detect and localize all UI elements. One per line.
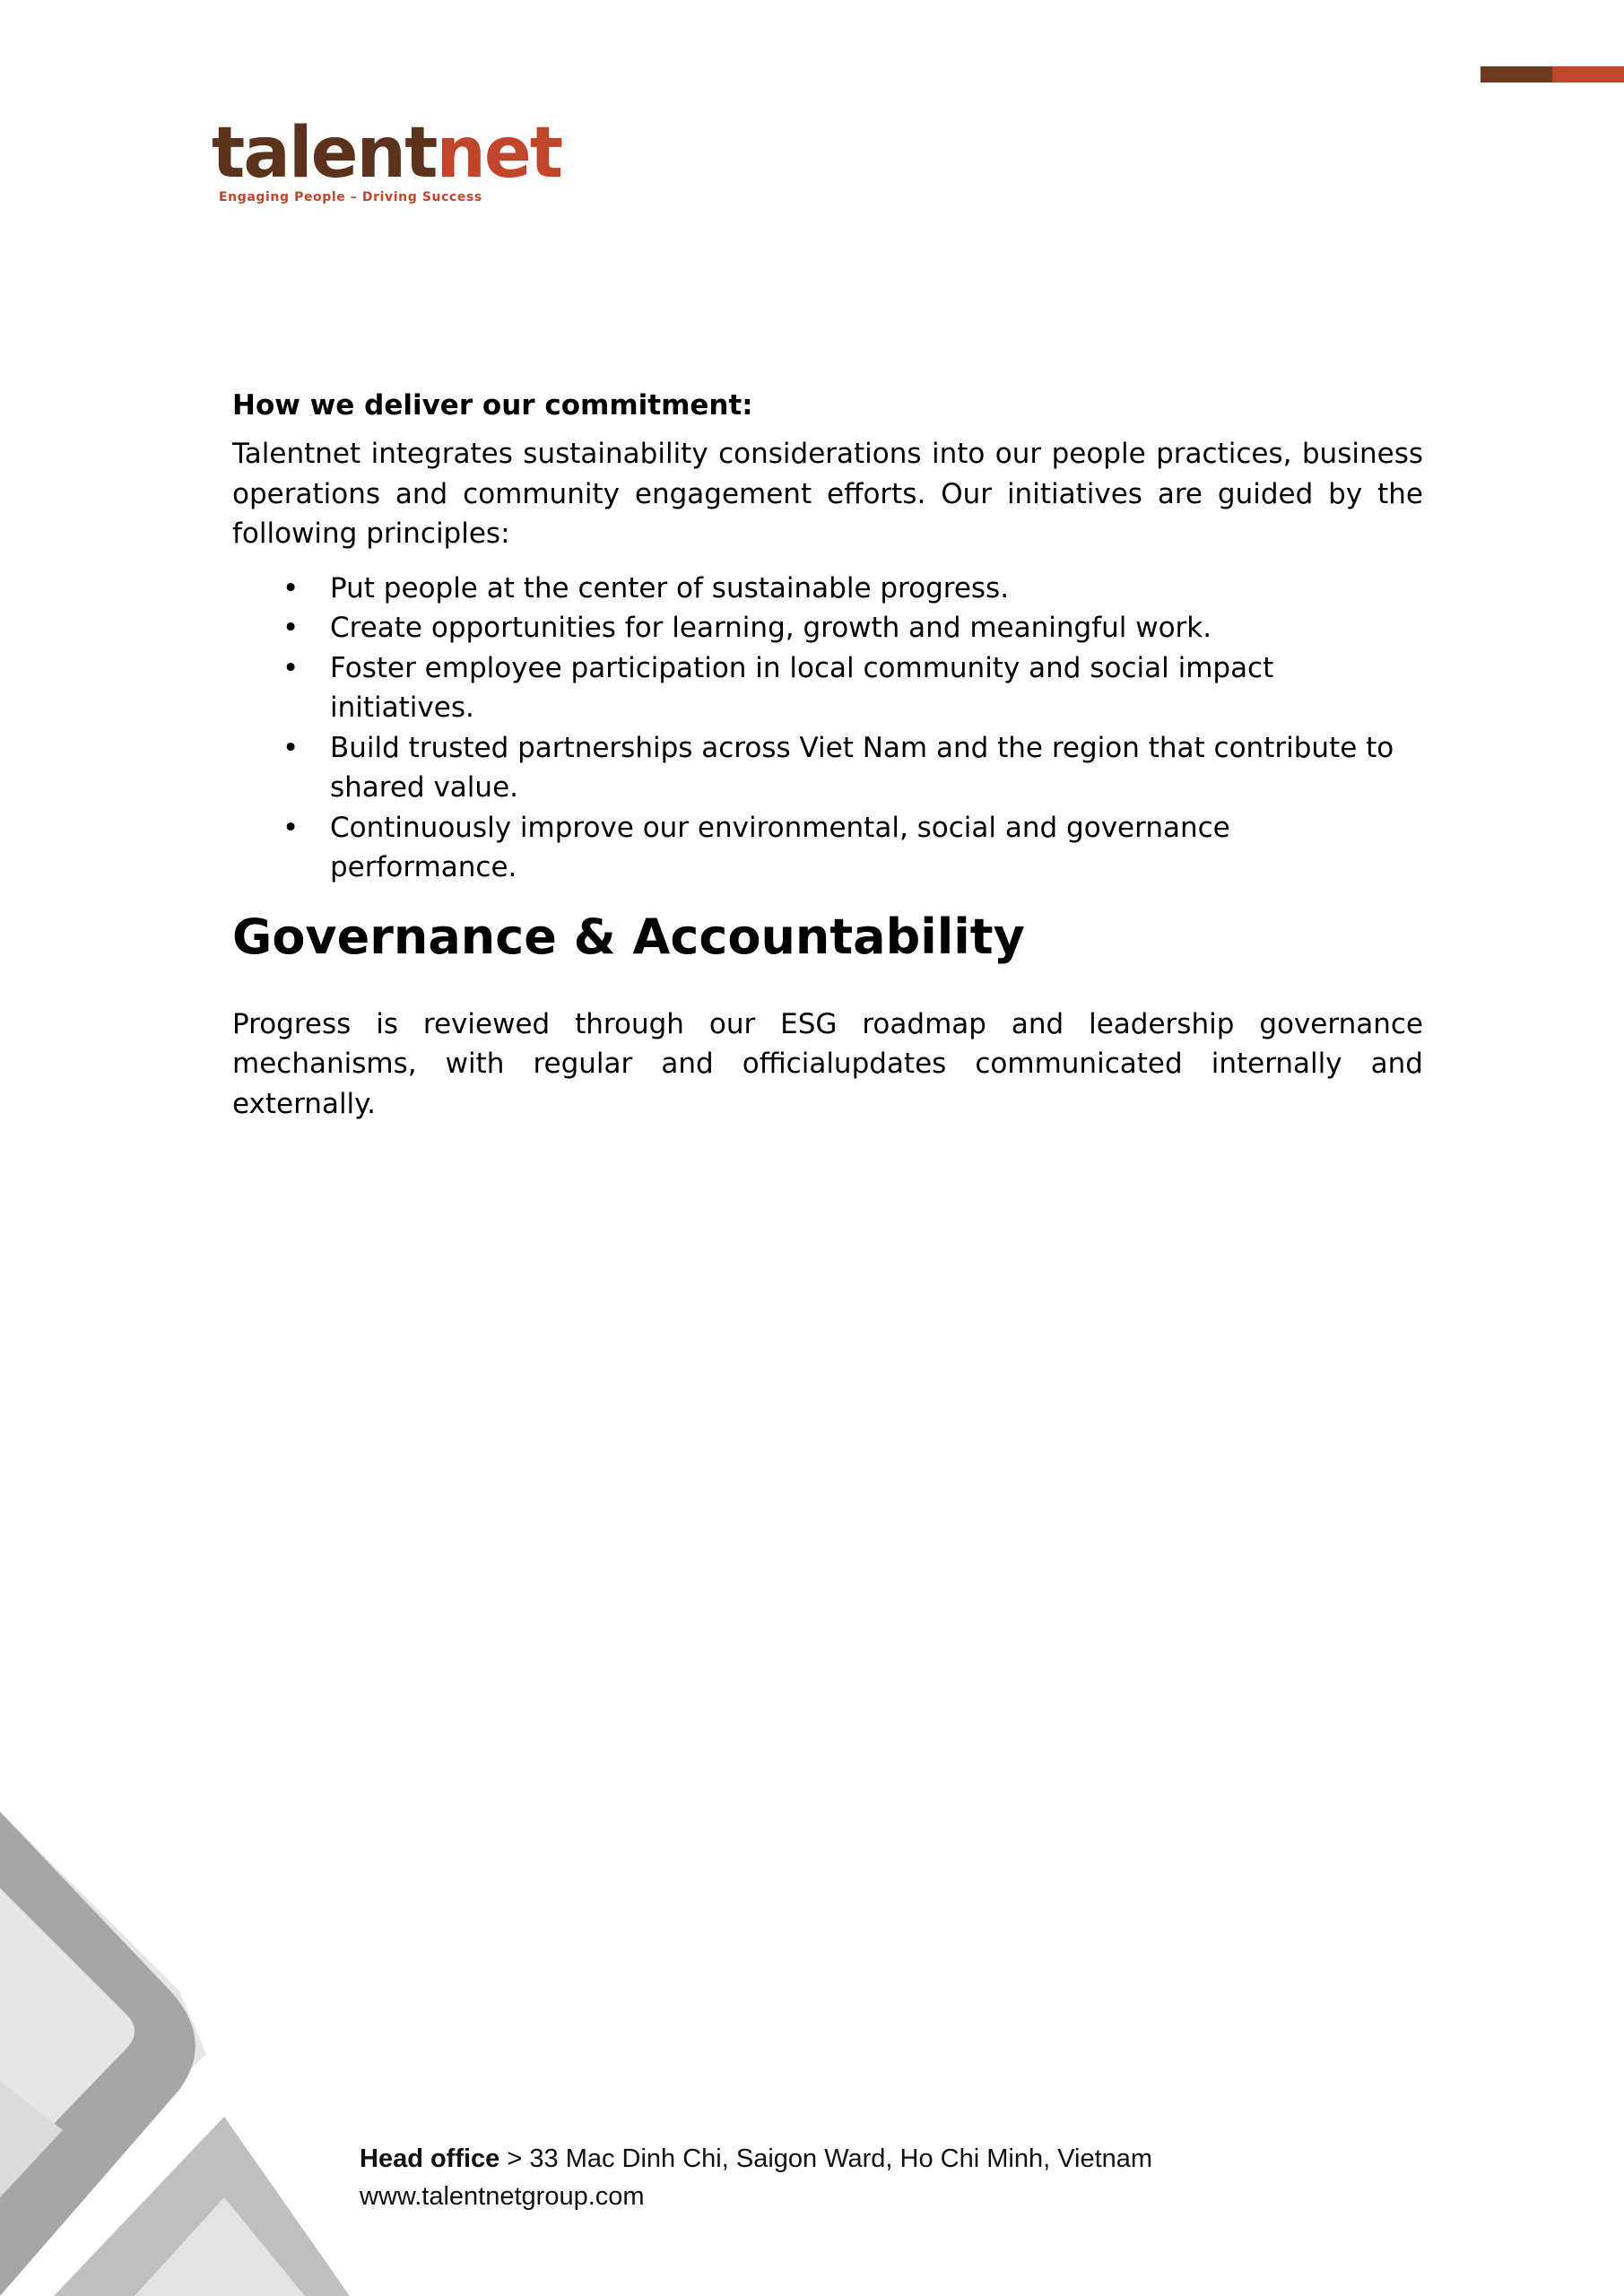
bullet-icon: • [282, 731, 300, 764]
bullet-icon: • [282, 612, 300, 644]
intro-paragraph: Talentnet integrates sustainability considerations into our people practices, business operations and community engagement efforts. Our initiatives are guided by the following principles: [232, 438, 1423, 550]
footer-address: > 33 Mac Dinh Chi, Saigon Ward, Ho Chi Minh, Vietnam [499, 2144, 1153, 2173]
bullet-icon: • [282, 811, 300, 844]
section-subheading: How we deliver our commitment: [232, 389, 753, 422]
accent-bar-dark-segment [1481, 66, 1552, 83]
footer-address-line [360, 2140, 1152, 2178]
decorative-chevron-graphic [0, 1812, 377, 2296]
logo-text-accent: net [436, 113, 562, 194]
logo-text-dark: talent [212, 113, 437, 194]
list-item [232, 608, 1423, 648]
principle-text: Put people at the center of sustainable progress. [330, 571, 1010, 604]
list-item [232, 569, 1423, 609]
header-accent-bar [1481, 66, 1624, 83]
talentnet-logo [212, 113, 562, 204]
list-item [232, 808, 1423, 888]
governance-heading: Governance & Accountability [232, 908, 1025, 965]
principles-list [232, 569, 1423, 888]
bullet-icon: • [282, 651, 300, 684]
principle-text: Build trusted partnerships across Viet Nam and the region that contribute to shared value. [330, 731, 1394, 804]
accent-bar-orange-segment [1552, 66, 1624, 83]
list-item [232, 728, 1423, 808]
principle-text: Foster employee participation in local community and social impact initiatives. [330, 651, 1274, 724]
principle-text: Create opportunities for learning, growth and meaningful work. [330, 612, 1212, 644]
page-footer [360, 2140, 1152, 2215]
main-content [232, 386, 1423, 1124]
list-item [232, 648, 1423, 728]
principle-text: Continuously improve our environmental, social and governance performance. [330, 811, 1230, 883]
footer-website[interactable]: www.talentnetgroup.com [360, 2182, 645, 2211]
logo-wordmark [212, 113, 562, 194]
logo-tagline: Engaging People – Driving Success [219, 190, 482, 204]
bullet-icon: • [282, 571, 300, 604]
governance-paragraph: Progress is reviewed through our ESG roadmap and leadership governance mechanisms, with regular and officialupdates communicated internally and externally. [232, 1007, 1423, 1120]
footer-label: Head office [360, 2144, 500, 2173]
